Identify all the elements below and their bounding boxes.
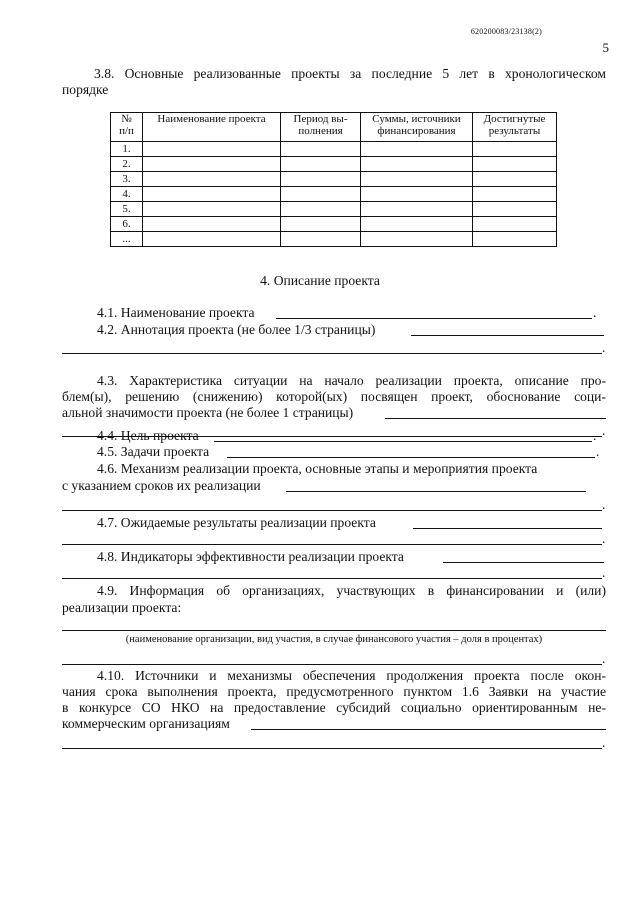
table-row xyxy=(111,202,557,217)
item-4-1-field[interactable] xyxy=(276,318,592,319)
cell-sums[interactable] xyxy=(361,172,473,187)
cell-period[interactable] xyxy=(281,187,361,202)
item-4-4-label: 4.4. Цель проекта xyxy=(97,428,199,443)
cell-period[interactable] xyxy=(281,232,361,247)
item-4-6-line2: с указанием сроков их реализации xyxy=(62,478,261,493)
cell-results[interactable] xyxy=(473,232,557,247)
item-4-8-label: 4.8. Индикаторы эффективности реализации проекта xyxy=(97,549,404,564)
punctuation: . xyxy=(602,423,606,438)
punctuation: . xyxy=(602,735,606,750)
table-row xyxy=(111,172,557,187)
row-number: 5. xyxy=(111,202,143,217)
item-4-8-field-line2[interactable] xyxy=(62,578,602,579)
item-4-10-field[interactable] xyxy=(251,729,606,730)
punctuation: . xyxy=(593,305,597,320)
col-header-project-name: Наименование проекта xyxy=(143,113,281,142)
cell-sums[interactable] xyxy=(361,157,473,172)
document-id: 620200083/23138(2) xyxy=(470,27,542,36)
item-4-5-field[interactable] xyxy=(227,457,595,458)
page-number: 5 xyxy=(602,40,609,55)
item-4-9-field[interactable] xyxy=(62,630,606,631)
col-header-period: Период вы- полнения xyxy=(281,113,361,142)
row-number: 3. xyxy=(111,172,143,187)
table-header-row xyxy=(111,113,557,142)
cell-results[interactable] xyxy=(473,142,557,157)
cell-results[interactable] xyxy=(473,217,557,232)
item-4-6-field-line2[interactable] xyxy=(62,510,602,511)
section-3-8-line2: порядке xyxy=(62,82,109,97)
item-4-9-line2: реализации проекта: xyxy=(62,600,182,615)
item-4-6-line1: 4.6. Механизм реализации проекта, основные этапы и мероприятия проекта xyxy=(97,461,538,476)
cell-sums[interactable] xyxy=(361,232,473,247)
item-4-3-line2: блем(ы), решению (снижению) которой(ых) посвящен проект, обоснование соци- xyxy=(62,389,606,404)
cell-period[interactable] xyxy=(281,202,361,217)
item-4-10-field-line2[interactable] xyxy=(62,748,602,749)
col-header-number: № п/п xyxy=(111,113,143,142)
punctuation: . xyxy=(602,565,606,580)
cell-project-name[interactable] xyxy=(143,217,281,232)
cell-project-name[interactable] xyxy=(143,157,281,172)
table-row xyxy=(111,142,557,157)
cell-results[interactable] xyxy=(473,172,557,187)
section-4-title: 4. Описание проекта xyxy=(260,273,380,288)
cell-period[interactable] xyxy=(281,217,361,232)
table-row xyxy=(111,217,557,232)
cell-project-name[interactable] xyxy=(143,202,281,217)
table-row xyxy=(111,232,557,247)
row-number: 2. xyxy=(111,157,143,172)
item-4-3-line3: альной значимости проекта (не более 1 страницы) xyxy=(62,405,354,420)
item-4-10-line3: в конкурсе СО НКО на предоставление субсидий социально ориентированным не- xyxy=(62,700,606,715)
col-header-sums: Суммы, источники финансирования xyxy=(361,113,473,142)
section-3-8-line1: 3.8. Основные реализованные проекты за последние 5 лет в хронологическом xyxy=(94,66,606,81)
punctuation: . xyxy=(602,340,606,355)
cell-results[interactable] xyxy=(473,187,557,202)
item-4-10-line1: 4.10. Источники и механизмы обеспечения продолжения проекта после окон- xyxy=(97,668,606,683)
item-4-5-label: 4.5. Задачи проекта xyxy=(97,444,210,459)
punctuation: . xyxy=(602,497,606,512)
projects-table xyxy=(110,112,557,247)
cell-period[interactable] xyxy=(281,172,361,187)
row-number: 4. xyxy=(111,187,143,202)
item-4-3-field[interactable] xyxy=(385,418,606,419)
cell-sums[interactable] xyxy=(361,142,473,157)
punctuation: . xyxy=(596,444,600,459)
cell-results[interactable] xyxy=(473,202,557,217)
item-4-9-caption: (наименование организации, вид участия, в случае финансового участия – доля в процентах) xyxy=(125,634,543,645)
cell-period[interactable] xyxy=(281,142,361,157)
col-header-results: Достигнутые результаты xyxy=(473,113,557,142)
item-4-2-label: 4.2. Аннотация проекта (не более 1/3 страницы) xyxy=(97,322,376,337)
row-number: ... xyxy=(111,232,143,247)
item-4-10-line4: коммерческим организациям xyxy=(62,716,230,731)
item-4-7-field-line2[interactable] xyxy=(62,544,602,545)
item-4-6-field[interactable] xyxy=(286,491,586,492)
item-4-1-label: 4.1. Наименование проекта xyxy=(97,305,255,320)
item-4-4-field[interactable] xyxy=(214,441,592,442)
cell-project-name[interactable] xyxy=(143,172,281,187)
cell-project-name[interactable] xyxy=(143,187,281,202)
table-row xyxy=(111,187,557,202)
table-row xyxy=(111,157,557,172)
cell-sums[interactable] xyxy=(361,202,473,217)
punctuation: . xyxy=(593,428,597,443)
cell-sums[interactable] xyxy=(361,187,473,202)
cell-project-name[interactable] xyxy=(143,142,281,157)
item-4-7-field[interactable] xyxy=(413,528,602,529)
item-4-8-field[interactable] xyxy=(443,562,604,563)
cell-project-name[interactable] xyxy=(143,232,281,247)
row-number: 6. xyxy=(111,217,143,232)
item-4-9-field-line2[interactable] xyxy=(62,664,602,665)
cell-sums[interactable] xyxy=(361,217,473,232)
item-4-7-label: 4.7. Ожидаемые результаты реализации проекта xyxy=(97,515,376,530)
punctuation: . xyxy=(602,531,606,546)
row-number: 1. xyxy=(111,142,143,157)
item-4-2-field-line2[interactable] xyxy=(62,353,602,354)
punctuation: . xyxy=(602,651,606,666)
item-4-3-line1: 4.3. Характеристика ситуации на начало реализации проекта, описание про- xyxy=(97,373,606,388)
item-4-10-line2: чания срока выполнения проекта, предусмотренного пунктом 1.6 Заявки на участие xyxy=(62,684,606,699)
item-4-2-field[interactable] xyxy=(411,335,604,336)
cell-period[interactable] xyxy=(281,157,361,172)
item-4-9-line1: 4.9. Информация об организациях, участвующих в финансировании и (или) xyxy=(97,583,606,598)
cell-results[interactable] xyxy=(473,157,557,172)
